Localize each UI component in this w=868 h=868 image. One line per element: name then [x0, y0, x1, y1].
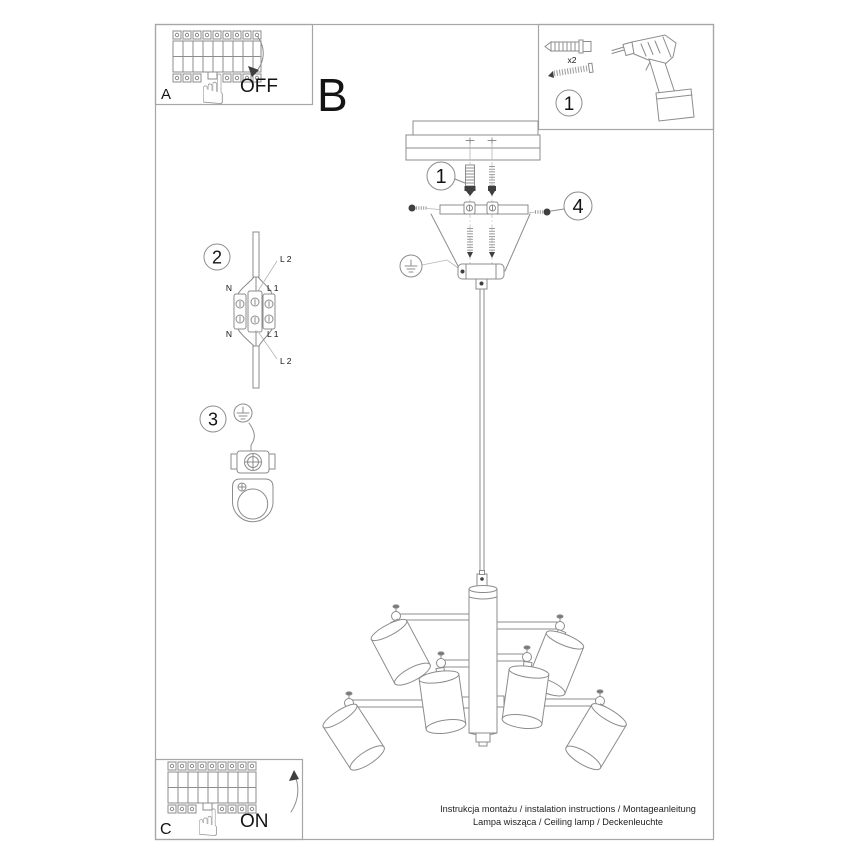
terminal-block-drawing [234, 232, 277, 388]
footer-line-2: Lampa wisząca / Ceiling lamp / Deckenleuchte [473, 817, 663, 827]
mounting-screws [465, 165, 497, 196]
wiring-label-top-l2: L 2 [280, 254, 292, 264]
ground-clamp-drawing [231, 423, 275, 522]
callout-4 [551, 192, 592, 220]
svg-text:3: 3 [207, 409, 219, 430]
wiring-label-bottom-n: N [225, 329, 232, 339]
on-arrow-icon [289, 770, 299, 812]
wiring-label-top-l1: L 1 [267, 283, 279, 293]
lamp-drawing [320, 571, 629, 775]
svg-text:2: 2 [211, 247, 223, 268]
canopy-cover-outline [431, 214, 530, 271]
wall-plug-icon [545, 40, 591, 53]
box-c-label: C [160, 821, 172, 838]
canopy-drawing [458, 264, 504, 289]
wiring-label-bottom-l1: L 1 [267, 329, 279, 339]
callout-3 [200, 406, 226, 432]
wiring-label-bottom-l2: L 2 [280, 356, 292, 366]
hand-icon: ☝ [200, 65, 226, 114]
power-on-label: ON [240, 811, 269, 832]
box-a-label: A [161, 86, 172, 103]
svg-text:4: 4 [572, 196, 584, 218]
svg-text:1: 1 [435, 166, 447, 188]
footer-line-1: Instrukcja montażu / instalation instructions / Montageanleitung [440, 804, 696, 814]
callout-tools-step [556, 90, 582, 116]
callout-2 [204, 244, 230, 270]
screw-icon [548, 63, 593, 78]
power-off-label: OFF [240, 76, 278, 97]
section-b-label: B [317, 69, 348, 121]
svg-text:1: 1 [563, 94, 575, 115]
suspension-cable [480, 289, 484, 575]
ceiling-drawing [406, 121, 540, 160]
ground-symbol-clamp [234, 404, 252, 422]
canopy-screws [467, 228, 495, 258]
drill-icon [612, 35, 694, 121]
callout-1 [427, 162, 465, 190]
mounting-bracket [440, 202, 528, 214]
ground-symbol-canopy [400, 255, 461, 277]
wiring-label-top-n: N [225, 283, 232, 293]
hand-icon: ☝ [196, 801, 220, 845]
screw-quantity-label: x2 [567, 55, 577, 65]
